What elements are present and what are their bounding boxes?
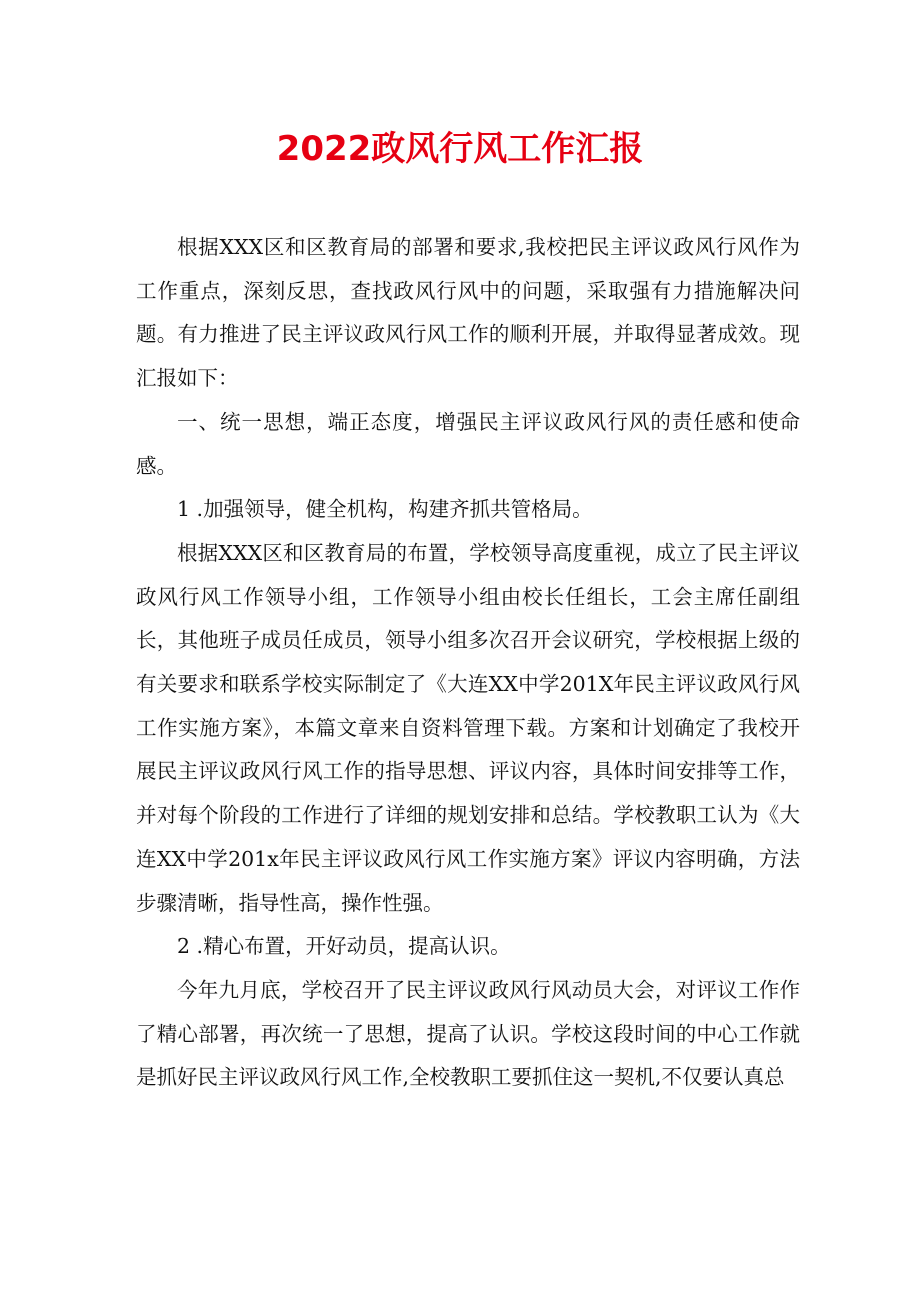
document-title: 2022政风行风工作汇报 <box>276 129 644 169</box>
body-paragraph-2: 今年九月底，学校召开了民主评议政风行风动员大会，对评议工作作了精心部署，再次统一了思想，提高了认识。学校这段时间的中心工作就是抓好民主评议政风行风工作,全校教职工要抓住这一契机,不仅要认真总 <box>136 977 800 1090</box>
section-heading-1: 一、统一思想，端正态度，增强民主评议政风行风的责任感和使命感。 <box>136 409 800 478</box>
subsection-heading-1: 1 .加强领导，健全机构，构建齐抓共管格局。 <box>177 497 593 522</box>
document-body <box>136 226 800 1100</box>
intro-paragraph: 根据XXX区和区教育局的部署和要求,我校把民主评议政风行风作为工作重点，深刻反思，查找政风行风中的问题，采取强有力措施解决问题。有力推进了民主评议政风行风工作的顺利开展，并取得显著成效。现汇报如下： <box>136 235 800 391</box>
body-paragraph-1: 根据XXX区和区教育局的布置，学校领导高度重视，成立了民主评议政风行风工作领导小组，工作领导小组由校长任组长，工会主席任副组长，其他班子成员任成员，领导小组多次召开会议研究，学校根据上级的有关要求和联系学校实际制定了《大连XX中学201X年民主评议政风行风工作实施方案》，本篇文章来自资料管理下载。方案和计划确定了我校开展民主评议政风行风工作的指导思想、评议内容，具体时间安排等工作，并对每个阶段的工作进行了详细的规划安排和总结。学校教职工认为《大连XX中学201x年民主评议政风行风工作实施方案》评议内容明确，方法步骤清晰，指导性高，操作性强。 <box>136 540 800 915</box>
subsection-heading-2: 2 .精心布置，开好动员，提高认识。 <box>177 934 511 959</box>
